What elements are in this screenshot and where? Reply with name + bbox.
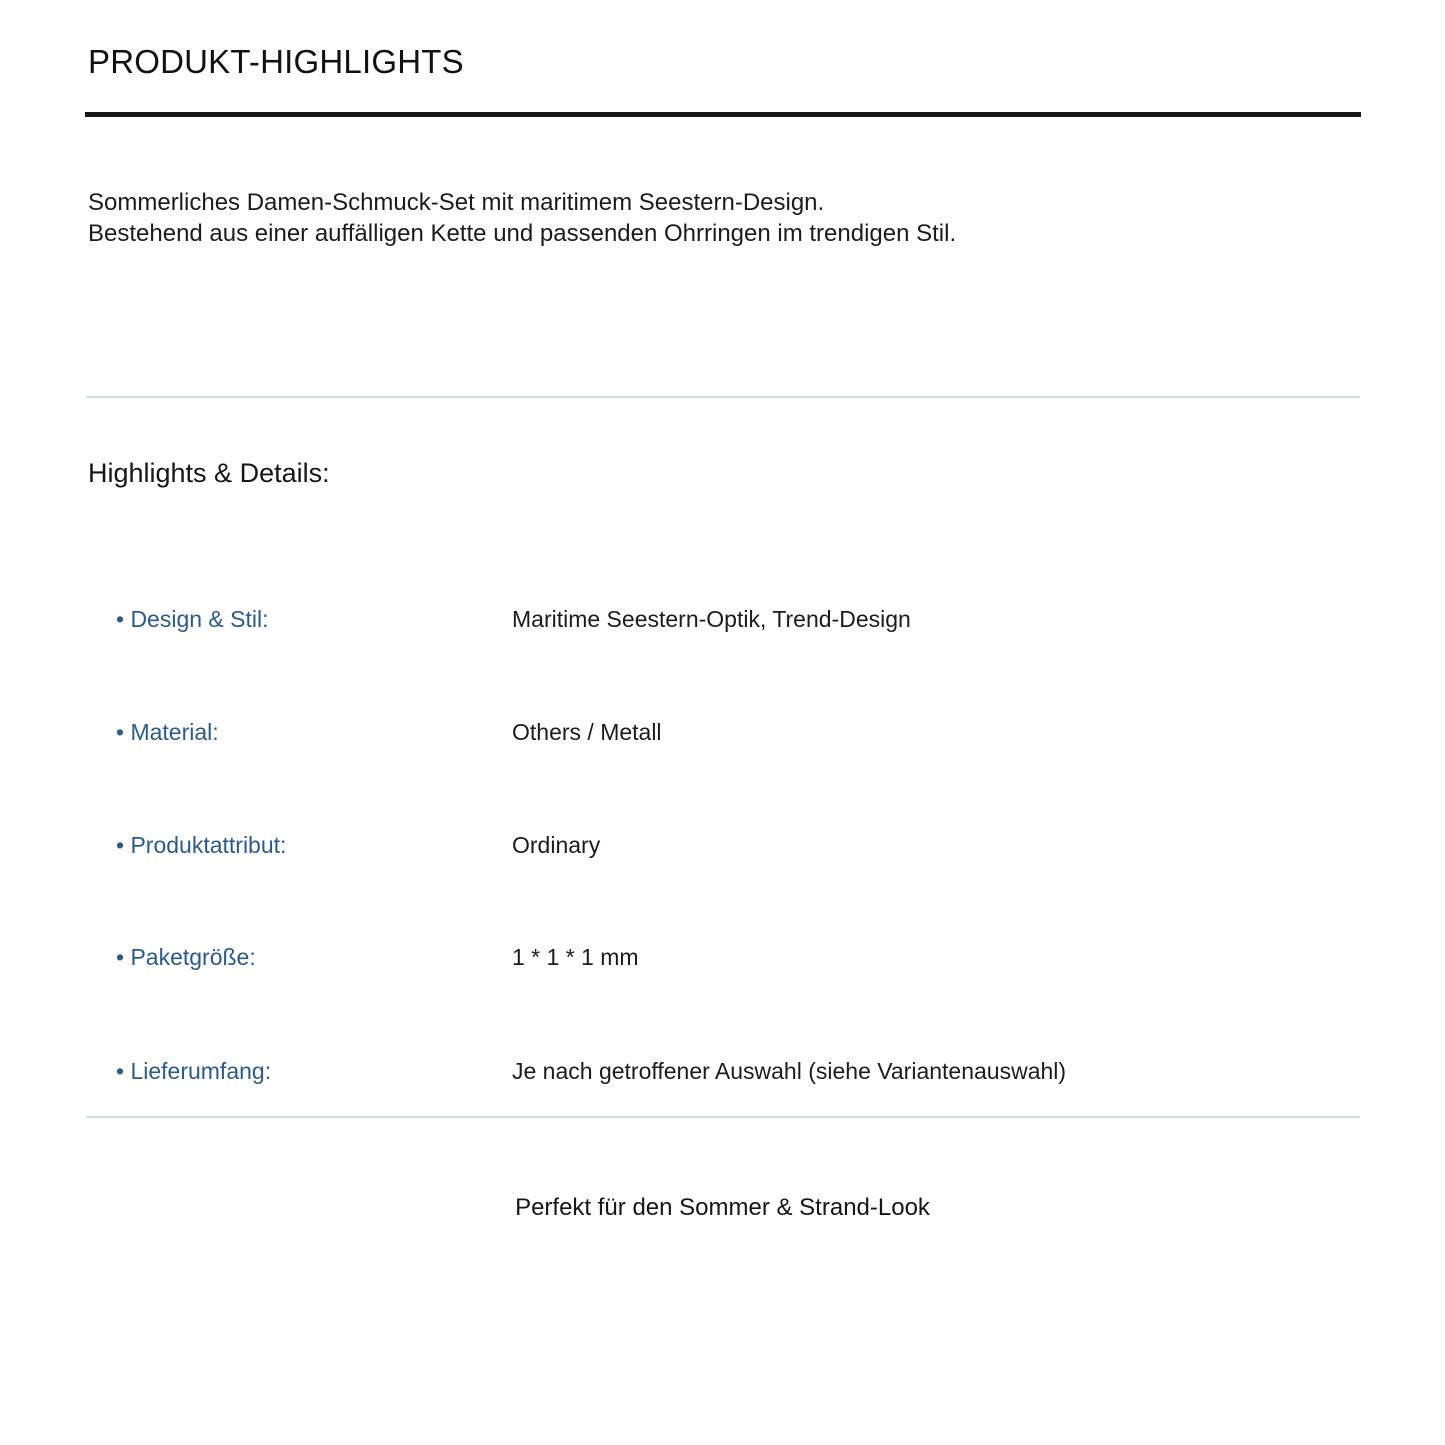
details-heading: Highlights & Details: (88, 458, 330, 488)
detail-value: Ordinary (512, 832, 601, 858)
detail-label: • Paketgröße: (116, 944, 256, 970)
intro-line-2: Bestehend aus einer auffälligen Kette und passenden Ohrringen im trendigen Stil. (88, 220, 957, 247)
detail-value: Maritime Seestern-Optik, Trend-Design (512, 606, 911, 632)
section-divider-top (86, 396, 1360, 398)
detail-row-material (0, 715, 1445, 749)
title-underline (85, 112, 1361, 117)
detail-label: • Material: (116, 719, 219, 745)
intro-description (88, 187, 956, 249)
detail-label: • Produktattribut: (116, 832, 287, 858)
detail-row-design (0, 602, 1445, 636)
detail-label: • Lieferumfang: (116, 1058, 272, 1084)
detail-row-delivery (0, 1054, 1445, 1088)
detail-row-attribute (0, 828, 1445, 862)
detail-value: Others / Metall (512, 719, 662, 745)
detail-value: Je nach getroffener Auswahl (siehe Variantenauswahl) (512, 1058, 1067, 1084)
detail-value: 1 * 1 * 1 mm (512, 944, 639, 970)
page-title: PRODUKT-HIGHLIGHTS (88, 43, 464, 80)
detail-label: • Design & Stil: (116, 606, 269, 632)
section-divider-bottom (86, 1116, 1360, 1118)
footer-tagline: Perfekt für den Sommer & Strand-Look (515, 1194, 930, 1221)
detail-row-package-size (0, 940, 1445, 974)
intro-line-1: Sommerliches Damen-Schmuck-Set mit maritimem Seestern-Design. (88, 189, 825, 216)
